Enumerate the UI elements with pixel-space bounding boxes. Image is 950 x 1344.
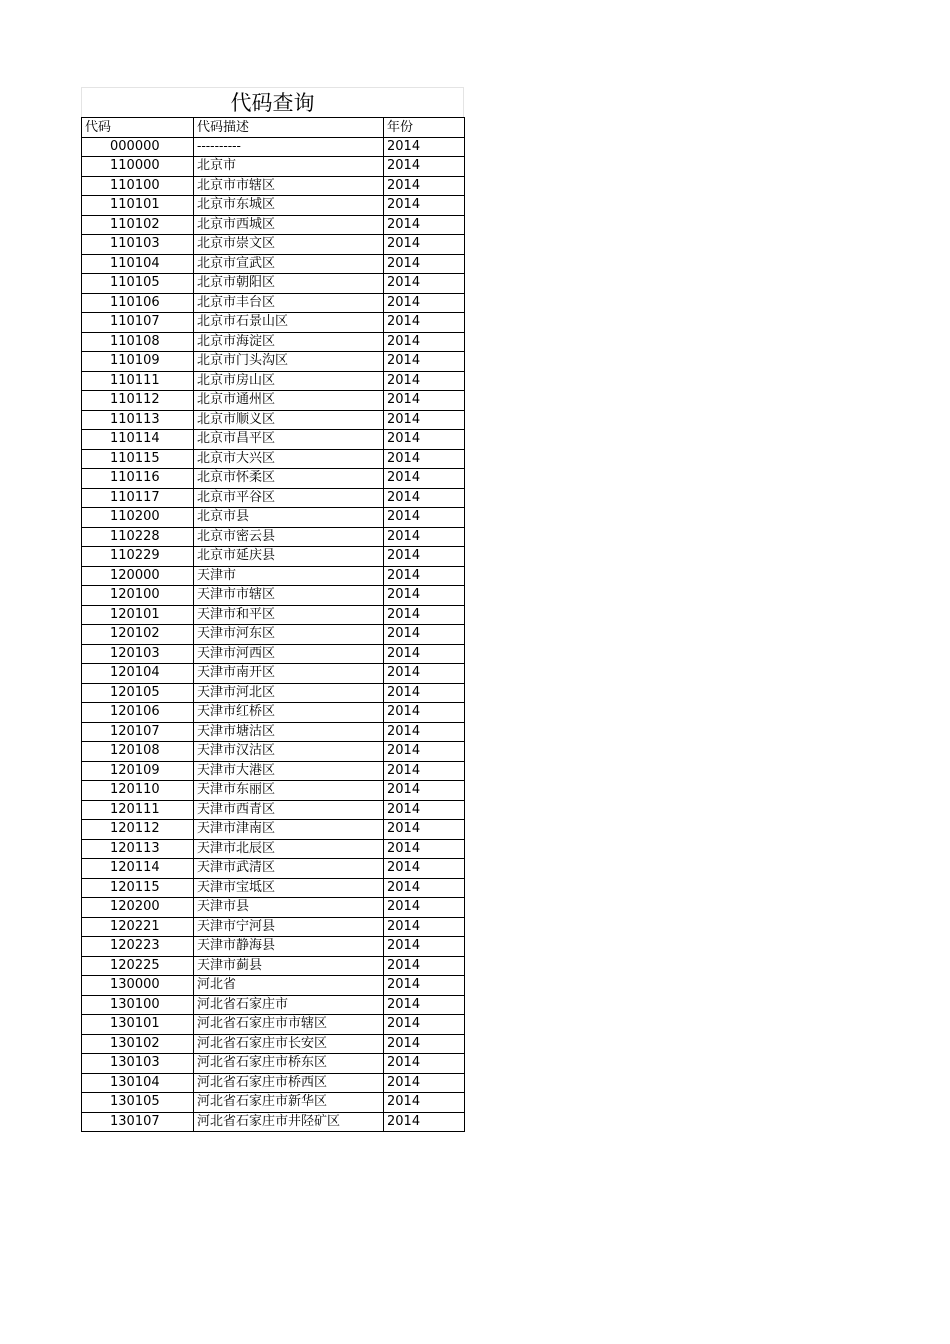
cell-code: 130000 — [82, 976, 194, 996]
table-row — [82, 1015, 465, 1035]
cell-code: 120221 — [82, 917, 194, 937]
table-row — [82, 683, 465, 703]
cell-code: 110228 — [82, 527, 194, 547]
cell-year: 2014 — [384, 683, 465, 703]
cell-code: 120112 — [82, 820, 194, 840]
cell-desc: 北京市顺义区 — [194, 410, 384, 430]
cell-year: 2014 — [384, 859, 465, 879]
cell-year: 2014 — [384, 722, 465, 742]
sheet-title: 代码查询 — [81, 87, 464, 117]
cell-year: 2014 — [384, 371, 465, 391]
cell-desc: 北京市崇文区 — [194, 235, 384, 255]
cell-desc: 天津市蓟县 — [194, 956, 384, 976]
cell-year: 2014 — [384, 469, 465, 489]
table-row — [82, 800, 465, 820]
table-row — [82, 859, 465, 879]
cell-desc: 天津市西青区 — [194, 800, 384, 820]
cell-year: 2014 — [384, 976, 465, 996]
cell-year: 2014 — [384, 1093, 465, 1113]
table-row — [82, 274, 465, 294]
cell-code: 110104 — [82, 254, 194, 274]
cell-code: 120223 — [82, 937, 194, 957]
cell-year: 2014 — [384, 839, 465, 859]
cell-year: 2014 — [384, 274, 465, 294]
cell-year: 2014 — [384, 527, 465, 547]
cell-year: 2014 — [384, 566, 465, 586]
cell-code: 110115 — [82, 449, 194, 469]
table-row — [82, 371, 465, 391]
cell-code: 120225 — [82, 956, 194, 976]
header-year: 年份 — [384, 118, 465, 138]
cell-code: 110117 — [82, 488, 194, 508]
cell-year: 2014 — [384, 254, 465, 274]
cell-year: 2014 — [384, 488, 465, 508]
cell-desc: 北京市海淀区 — [194, 332, 384, 352]
table-row — [82, 137, 465, 157]
cell-year: 2014 — [384, 1112, 465, 1132]
cell-desc: 河北省石家庄市桥西区 — [194, 1073, 384, 1093]
cell-year: 2014 — [384, 430, 465, 450]
cell-year: 2014 — [384, 176, 465, 196]
cell-code: 120105 — [82, 683, 194, 703]
code-table — [81, 117, 465, 1132]
cell-code: 110101 — [82, 196, 194, 216]
cell-code: 110114 — [82, 430, 194, 450]
cell-code: 110100 — [82, 176, 194, 196]
cell-year: 2014 — [384, 586, 465, 606]
table-row — [82, 488, 465, 508]
code-lookup-sheet — [81, 87, 464, 1132]
cell-code: 120115 — [82, 878, 194, 898]
cell-code: 120107 — [82, 722, 194, 742]
cell-year: 2014 — [384, 508, 465, 528]
table-row — [82, 235, 465, 255]
cell-year: 2014 — [384, 313, 465, 333]
cell-code: 120108 — [82, 742, 194, 762]
cell-code: 120104 — [82, 664, 194, 684]
cell-desc: 天津市红桥区 — [194, 703, 384, 723]
cell-code: 120000 — [82, 566, 194, 586]
cell-year: 2014 — [384, 410, 465, 430]
cell-year: 2014 — [384, 1073, 465, 1093]
cell-desc: 天津市河北区 — [194, 683, 384, 703]
cell-desc: 河北省石家庄市市辖区 — [194, 1015, 384, 1035]
cell-desc: 天津市大港区 — [194, 761, 384, 781]
table-row — [82, 781, 465, 801]
cell-year: 2014 — [384, 605, 465, 625]
cell-desc: 北京市延庆县 — [194, 547, 384, 567]
table-row — [82, 469, 465, 489]
cell-year: 2014 — [384, 917, 465, 937]
cell-year: 2014 — [384, 235, 465, 255]
table-row — [82, 410, 465, 430]
cell-code: 120113 — [82, 839, 194, 859]
cell-year: 2014 — [384, 820, 465, 840]
cell-year: 2014 — [384, 742, 465, 762]
cell-code: 130101 — [82, 1015, 194, 1035]
cell-year: 2014 — [384, 937, 465, 957]
table-row — [82, 547, 465, 567]
cell-year: 2014 — [384, 664, 465, 684]
cell-desc: 天津市宁河县 — [194, 917, 384, 937]
table-row — [82, 664, 465, 684]
cell-code: 120109 — [82, 761, 194, 781]
cell-desc: 天津市县 — [194, 898, 384, 918]
cell-desc: 北京市丰台区 — [194, 293, 384, 313]
cell-code: 110106 — [82, 293, 194, 313]
cell-desc: 天津市河东区 — [194, 625, 384, 645]
table-row — [82, 878, 465, 898]
cell-year: 2014 — [384, 196, 465, 216]
cell-code: 130102 — [82, 1034, 194, 1054]
table-row — [82, 332, 465, 352]
cell-year: 2014 — [384, 449, 465, 469]
table-row — [82, 566, 465, 586]
cell-desc: 北京市县 — [194, 508, 384, 528]
cell-desc: 北京市西城区 — [194, 215, 384, 235]
cell-code: 110111 — [82, 371, 194, 391]
table-row — [82, 1112, 465, 1132]
table-row — [82, 196, 465, 216]
cell-desc: 河北省 — [194, 976, 384, 996]
cell-year: 2014 — [384, 625, 465, 645]
cell-desc: 天津市南开区 — [194, 664, 384, 684]
cell-code: 130105 — [82, 1093, 194, 1113]
table-row — [82, 625, 465, 645]
cell-code: 130107 — [82, 1112, 194, 1132]
cell-year: 2014 — [384, 157, 465, 177]
cell-year: 2014 — [384, 293, 465, 313]
header-desc: 代码描述 — [194, 118, 384, 138]
header-row — [82, 118, 465, 138]
table-row — [82, 430, 465, 450]
table-row — [82, 722, 465, 742]
table-row — [82, 215, 465, 235]
cell-year: 2014 — [384, 781, 465, 801]
cell-desc: 北京市大兴区 — [194, 449, 384, 469]
table-row — [82, 176, 465, 196]
cell-desc: 天津市 — [194, 566, 384, 586]
cell-code: 120111 — [82, 800, 194, 820]
cell-code: 110102 — [82, 215, 194, 235]
table-row — [82, 1073, 465, 1093]
cell-desc: 天津市津南区 — [194, 820, 384, 840]
cell-year: 2014 — [384, 898, 465, 918]
cell-code: 130100 — [82, 995, 194, 1015]
cell-desc: 北京市朝阳区 — [194, 274, 384, 294]
cell-desc: 河北省石家庄市桥东区 — [194, 1054, 384, 1074]
cell-desc: 河北省石家庄市新华区 — [194, 1093, 384, 1113]
cell-code: 120110 — [82, 781, 194, 801]
cell-year: 2014 — [384, 644, 465, 664]
table-row — [82, 352, 465, 372]
cell-code: 120100 — [82, 586, 194, 606]
cell-desc: 天津市宝坻区 — [194, 878, 384, 898]
cell-desc: 河北省石家庄市 — [194, 995, 384, 1015]
table-row — [82, 742, 465, 762]
table-row — [82, 956, 465, 976]
cell-desc: 北京市石景山区 — [194, 313, 384, 333]
cell-desc: 河北省石家庄市长安区 — [194, 1034, 384, 1054]
table-row — [82, 293, 465, 313]
cell-code: 120106 — [82, 703, 194, 723]
cell-desc: 北京市密云县 — [194, 527, 384, 547]
cell-desc: 北京市 — [194, 157, 384, 177]
cell-desc: 天津市静海县 — [194, 937, 384, 957]
cell-code: 110000 — [82, 157, 194, 177]
cell-desc: 天津市河西区 — [194, 644, 384, 664]
cell-desc: 天津市塘沽区 — [194, 722, 384, 742]
cell-desc: 北京市宣武区 — [194, 254, 384, 274]
table-row — [82, 605, 465, 625]
table-row — [82, 761, 465, 781]
cell-year: 2014 — [384, 391, 465, 411]
cell-code: 110109 — [82, 352, 194, 372]
cell-desc: 北京市怀柔区 — [194, 469, 384, 489]
table-row — [82, 820, 465, 840]
cell-year: 2014 — [384, 761, 465, 781]
table-row — [82, 937, 465, 957]
cell-code: 120101 — [82, 605, 194, 625]
cell-desc: 天津市东丽区 — [194, 781, 384, 801]
cell-code: 110105 — [82, 274, 194, 294]
cell-code: 110113 — [82, 410, 194, 430]
table-row — [82, 254, 465, 274]
cell-code: 110200 — [82, 508, 194, 528]
table-row — [82, 1034, 465, 1054]
table-row — [82, 976, 465, 996]
cell-year: 2014 — [384, 703, 465, 723]
cell-year: 2014 — [384, 332, 465, 352]
table-row — [82, 586, 465, 606]
cell-year: 2014 — [384, 1015, 465, 1035]
table-row — [82, 898, 465, 918]
table-row — [82, 157, 465, 177]
cell-desc: 北京市平谷区 — [194, 488, 384, 508]
cell-desc: 天津市市辖区 — [194, 586, 384, 606]
cell-desc: ---------- — [194, 137, 384, 157]
cell-year: 2014 — [384, 137, 465, 157]
cell-desc: 河北省石家庄市井陉矿区 — [194, 1112, 384, 1132]
cell-desc: 天津市和平区 — [194, 605, 384, 625]
table-row — [82, 508, 465, 528]
cell-code: 110229 — [82, 547, 194, 567]
cell-code: 120102 — [82, 625, 194, 645]
cell-year: 2014 — [384, 1054, 465, 1074]
cell-year: 2014 — [384, 995, 465, 1015]
cell-code: 110103 — [82, 235, 194, 255]
cell-year: 2014 — [384, 352, 465, 372]
table-row — [82, 703, 465, 723]
cell-desc: 天津市武清区 — [194, 859, 384, 879]
table-row — [82, 1054, 465, 1074]
table-row — [82, 644, 465, 664]
cell-code: 130103 — [82, 1054, 194, 1074]
cell-code: 110107 — [82, 313, 194, 333]
header-code: 代码 — [82, 118, 194, 138]
cell-code: 110112 — [82, 391, 194, 411]
cell-desc: 天津市汉沽区 — [194, 742, 384, 762]
cell-year: 2014 — [384, 878, 465, 898]
cell-year: 2014 — [384, 215, 465, 235]
cell-desc: 天津市北辰区 — [194, 839, 384, 859]
cell-desc: 北京市门头沟区 — [194, 352, 384, 372]
cell-code: 110108 — [82, 332, 194, 352]
table-row — [82, 917, 465, 937]
cell-code: 120200 — [82, 898, 194, 918]
table-row — [82, 313, 465, 333]
cell-code: 120114 — [82, 859, 194, 879]
table-row — [82, 1093, 465, 1113]
table-row — [82, 839, 465, 859]
cell-code: 000000 — [82, 137, 194, 157]
cell-year: 2014 — [384, 956, 465, 976]
cell-code: 130104 — [82, 1073, 194, 1093]
cell-desc: 北京市房山区 — [194, 371, 384, 391]
cell-code: 110116 — [82, 469, 194, 489]
cell-desc: 北京市昌平区 — [194, 430, 384, 450]
cell-desc: 北京市通州区 — [194, 391, 384, 411]
table-row — [82, 995, 465, 1015]
table-row — [82, 391, 465, 411]
table-row — [82, 527, 465, 547]
table-row — [82, 449, 465, 469]
cell-code: 120103 — [82, 644, 194, 664]
cell-year: 2014 — [384, 1034, 465, 1054]
cell-desc: 北京市市辖区 — [194, 176, 384, 196]
cell-desc: 北京市东城区 — [194, 196, 384, 216]
cell-year: 2014 — [384, 547, 465, 567]
cell-year: 2014 — [384, 800, 465, 820]
